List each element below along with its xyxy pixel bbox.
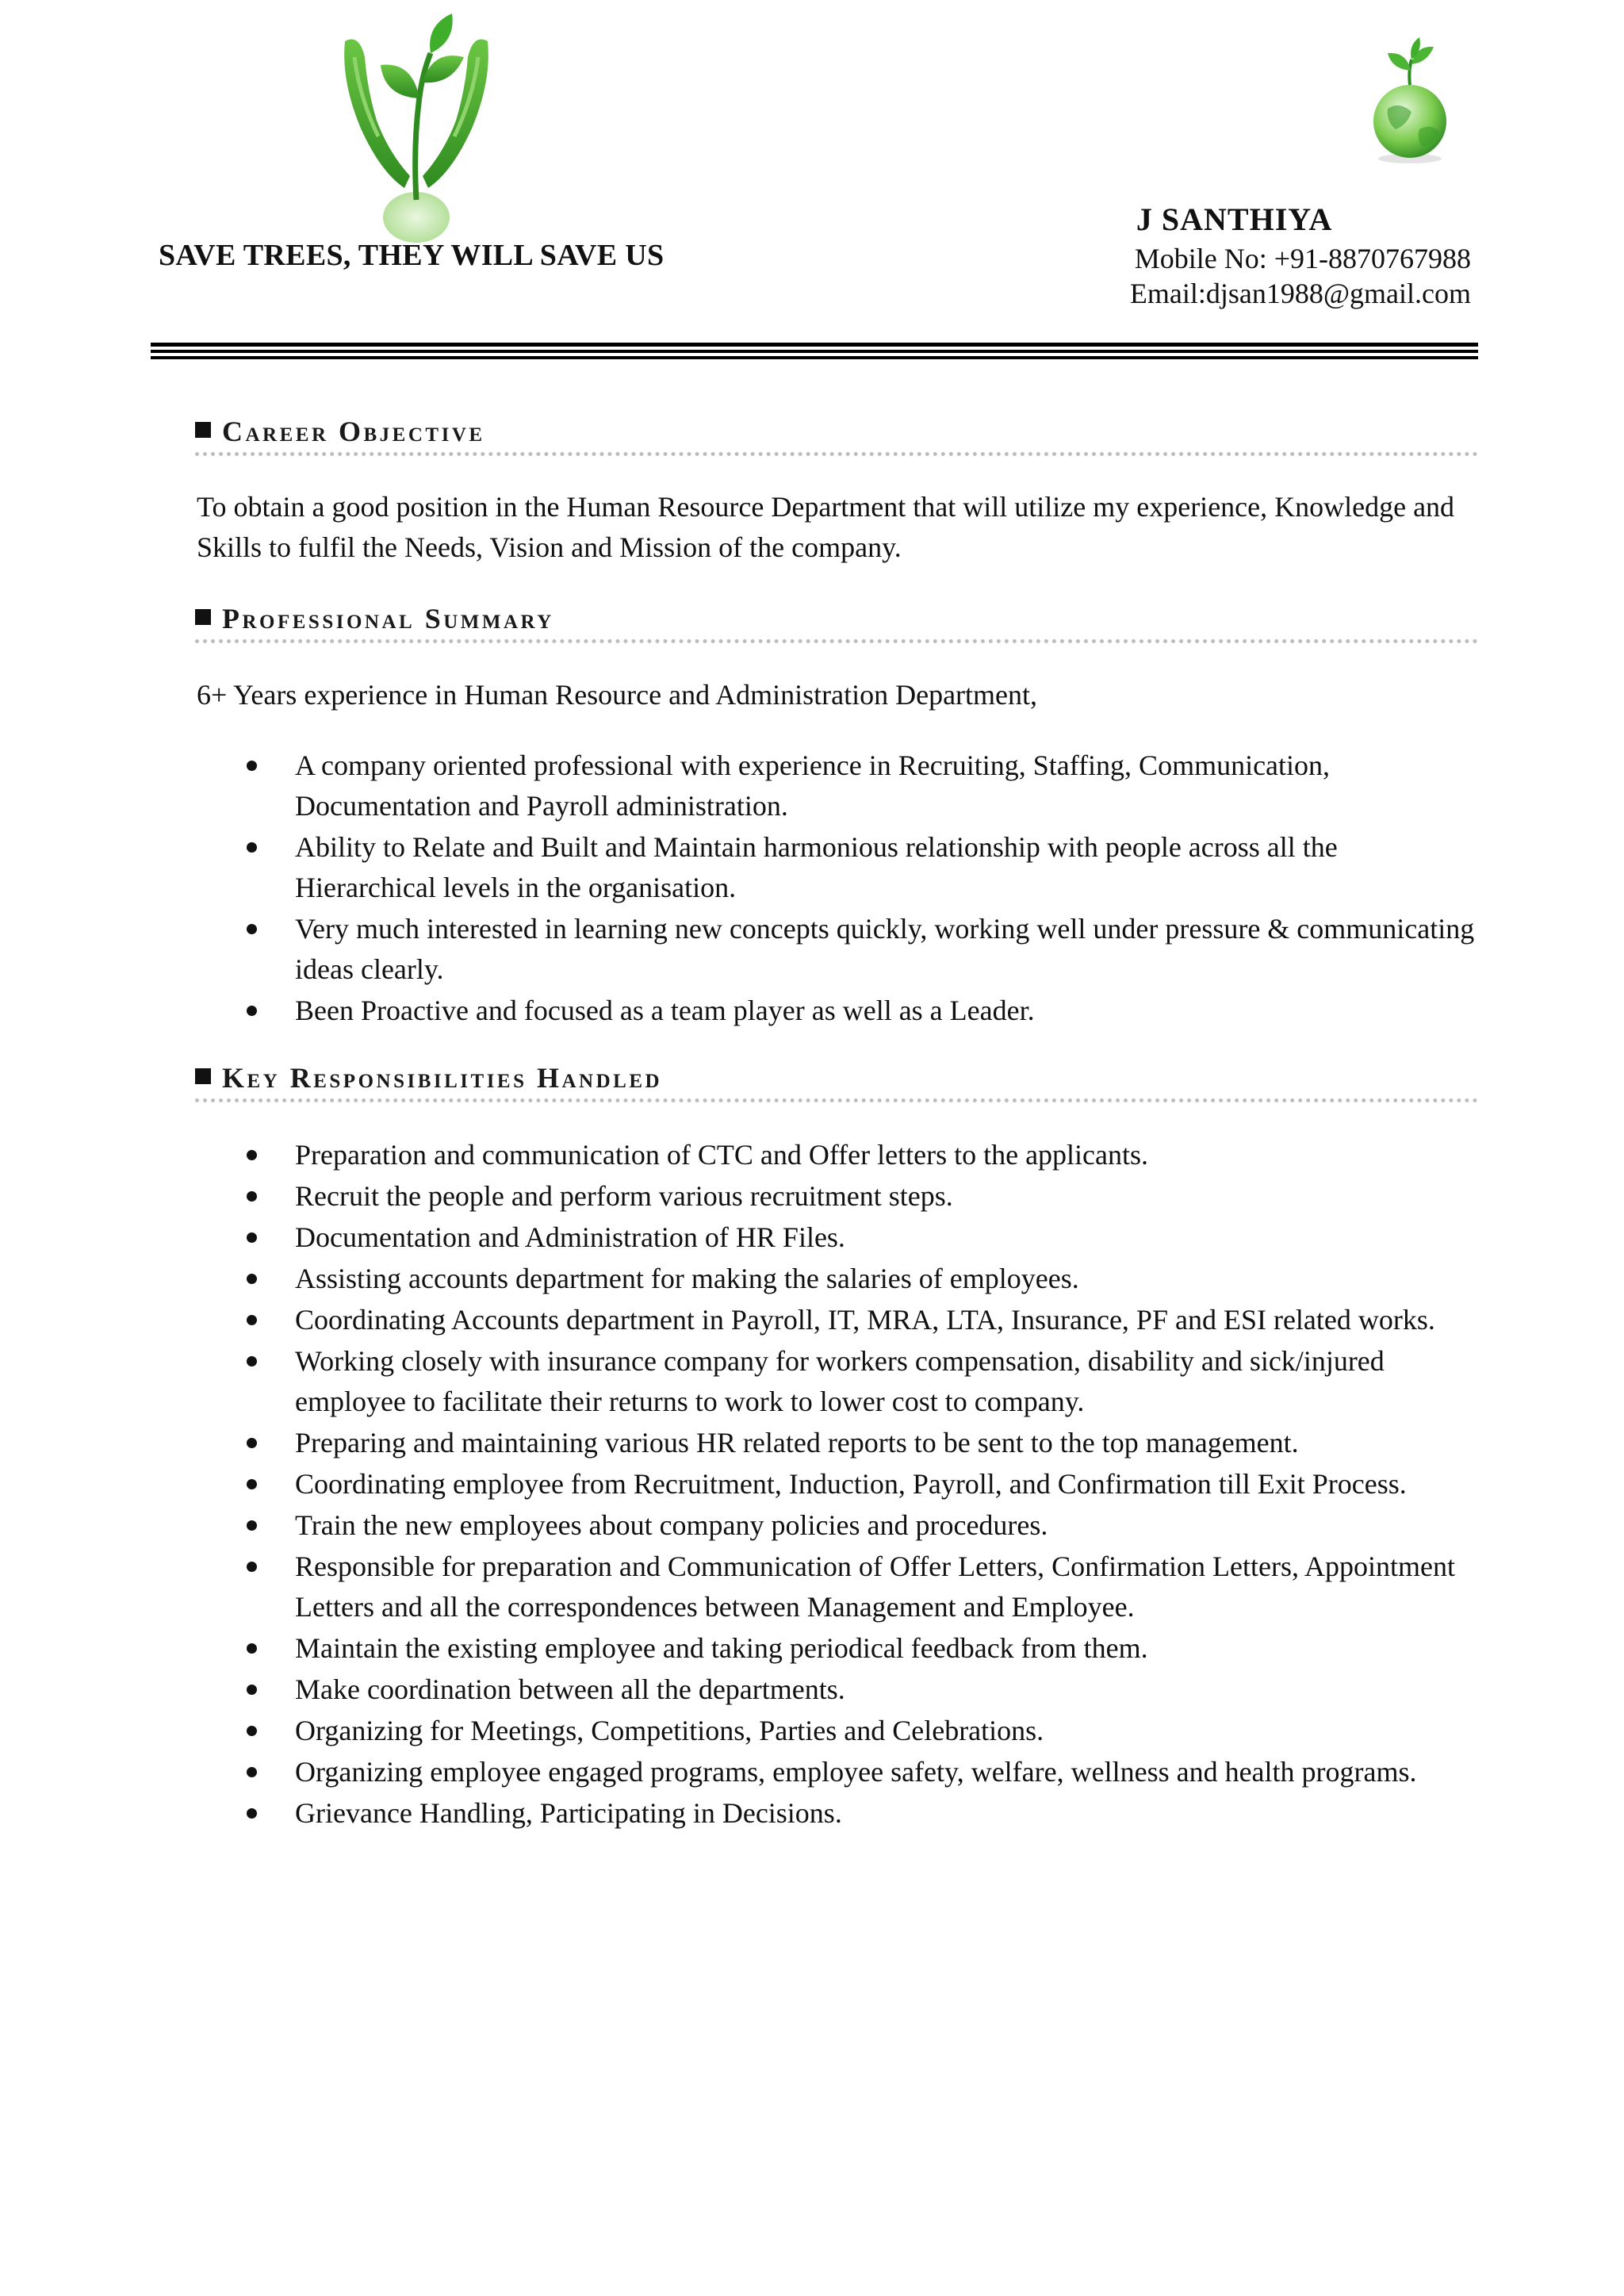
header-rule-top: [151, 343, 1478, 347]
tagline: SAVE TREES, THEY WILL SAVE US: [159, 239, 665, 272]
key-responsibilities-list: [197, 1135, 1481, 1834]
list-item: Preparing and maintaining various HR related reports to be sent to the top management.: [197, 1423, 1481, 1463]
bullet-dot-icon: [247, 1808, 257, 1819]
list-item: Been Proactive and focused as a team player as well as a Leader.: [197, 991, 1481, 1031]
bullet-dot-icon: [247, 842, 257, 853]
list-item: Train the new employees about company policies and procedures.: [197, 1505, 1481, 1546]
bullet-dot-icon: [247, 1315, 257, 1325]
section-divider: [195, 1098, 1478, 1102]
square-bullet-icon: [195, 1068, 211, 1084]
header-rule-middle: [151, 350, 1478, 353]
bullet-dot-icon: [247, 1726, 257, 1736]
mobile-number: Mobile No: +91-8870767988: [1134, 243, 1471, 274]
career-objective-text: To obtain a good position in the Human Resource Department that will utilize my experience, Knowledge and Skills to fulfil the Needs, Vision and Mission of the company.: [197, 491, 1455, 563]
section-divider: [195, 452, 1478, 456]
list-item: Grievance Handling, Participating in Decisions.: [197, 1793, 1481, 1834]
hands-holding-sprout-icon: [337, 10, 496, 247]
list-item: Very much interested in learning new concepts quickly, working well under pressure & communicating ideas clearly.: [197, 909, 1481, 990]
email-address: Email:djsan1988@gmail.com: [1129, 278, 1471, 309]
list-item: Recruit the people and perform various recruitment steps.: [197, 1176, 1481, 1217]
list-item: Organizing for Meetings, Competitions, Parties and Celebrations.: [197, 1711, 1481, 1751]
bullet-dot-icon: [247, 761, 257, 771]
header-rule-bottom: [151, 356, 1478, 359]
bullet-dot-icon: [247, 1150, 257, 1160]
bullet-dot-icon: [247, 924, 257, 934]
list-item: Preparation and communication of CTC and Offer letters to the applicants.: [197, 1135, 1481, 1175]
contact-block: [1130, 198, 1471, 311]
list-item: Organizing employee engaged programs, employee safety, welfare, wellness and health programs.: [197, 1752, 1481, 1792]
list-item: Ability to Relate and Built and Maintain harmonious relationship with people across all the Hierarchical levels in the organisation.: [197, 827, 1481, 908]
professional-summary-intro: 6+ Years experience in Human Resource and Administration Department,: [197, 679, 1038, 711]
bullet-dot-icon: [247, 1232, 257, 1243]
section-heading-career-objective: Career Objective: [195, 415, 1478, 448]
list-item: Coordinating Accounts department in Payroll, IT, MRA, LTA, Insurance, PF and ESI related works.: [197, 1300, 1481, 1340]
bullet-dot-icon: [247, 1479, 257, 1489]
section-heading-key-responsibilities: Key Responsibilities Handled: [195, 1061, 1478, 1094]
list-item: Documentation and Administration of HR Files.: [197, 1217, 1481, 1258]
bullet-dot-icon: [247, 1520, 257, 1531]
professional-summary-list: [197, 746, 1481, 1032]
bullet-dot-icon: [247, 1006, 257, 1016]
bullet-dot-icon: [247, 1274, 257, 1284]
bullet-dot-icon: [247, 1767, 257, 1777]
section-heading-professional-summary: Professional Summary: [195, 602, 1478, 635]
list-item: A company oriented professional with experience in Recruiting, Staffing, Communication, Documentation and Payroll administration.: [197, 746, 1481, 826]
square-bullet-icon: [195, 609, 211, 625]
list-item: Make coordination between all the departments.: [197, 1669, 1481, 1710]
list-item: Working closely with insurance company for workers compensation, disability and sick/injured employee to facilitate their returns to work to lower cost to company.: [197, 1341, 1481, 1422]
bullet-dot-icon: [247, 1562, 257, 1572]
bullet-dot-icon: [247, 1438, 257, 1448]
list-item: Responsible for preparation and Communication of Offer Letters, Confirmation Letters, Appointment Letters and all the correspondences between Management and Employee.: [197, 1547, 1481, 1627]
list-item: Maintain the existing employee and taking periodical feedback from them.: [197, 1628, 1481, 1669]
bullet-dot-icon: [247, 1191, 257, 1202]
candidate-name: J SANTHIYA: [1136, 201, 1333, 237]
globe-with-sprout-icon: [1364, 36, 1455, 167]
square-bullet-icon: [195, 422, 211, 438]
bullet-dot-icon: [247, 1643, 257, 1654]
section-divider: [195, 639, 1478, 643]
bullet-dot-icon: [247, 1356, 257, 1366]
bullet-dot-icon: [247, 1685, 257, 1695]
list-item: Assisting accounts department for making the salaries of employees.: [197, 1259, 1481, 1299]
list-item: Coordinating employee from Recruitment, Induction, Payroll, and Confirmation till Exit Process.: [197, 1464, 1481, 1504]
